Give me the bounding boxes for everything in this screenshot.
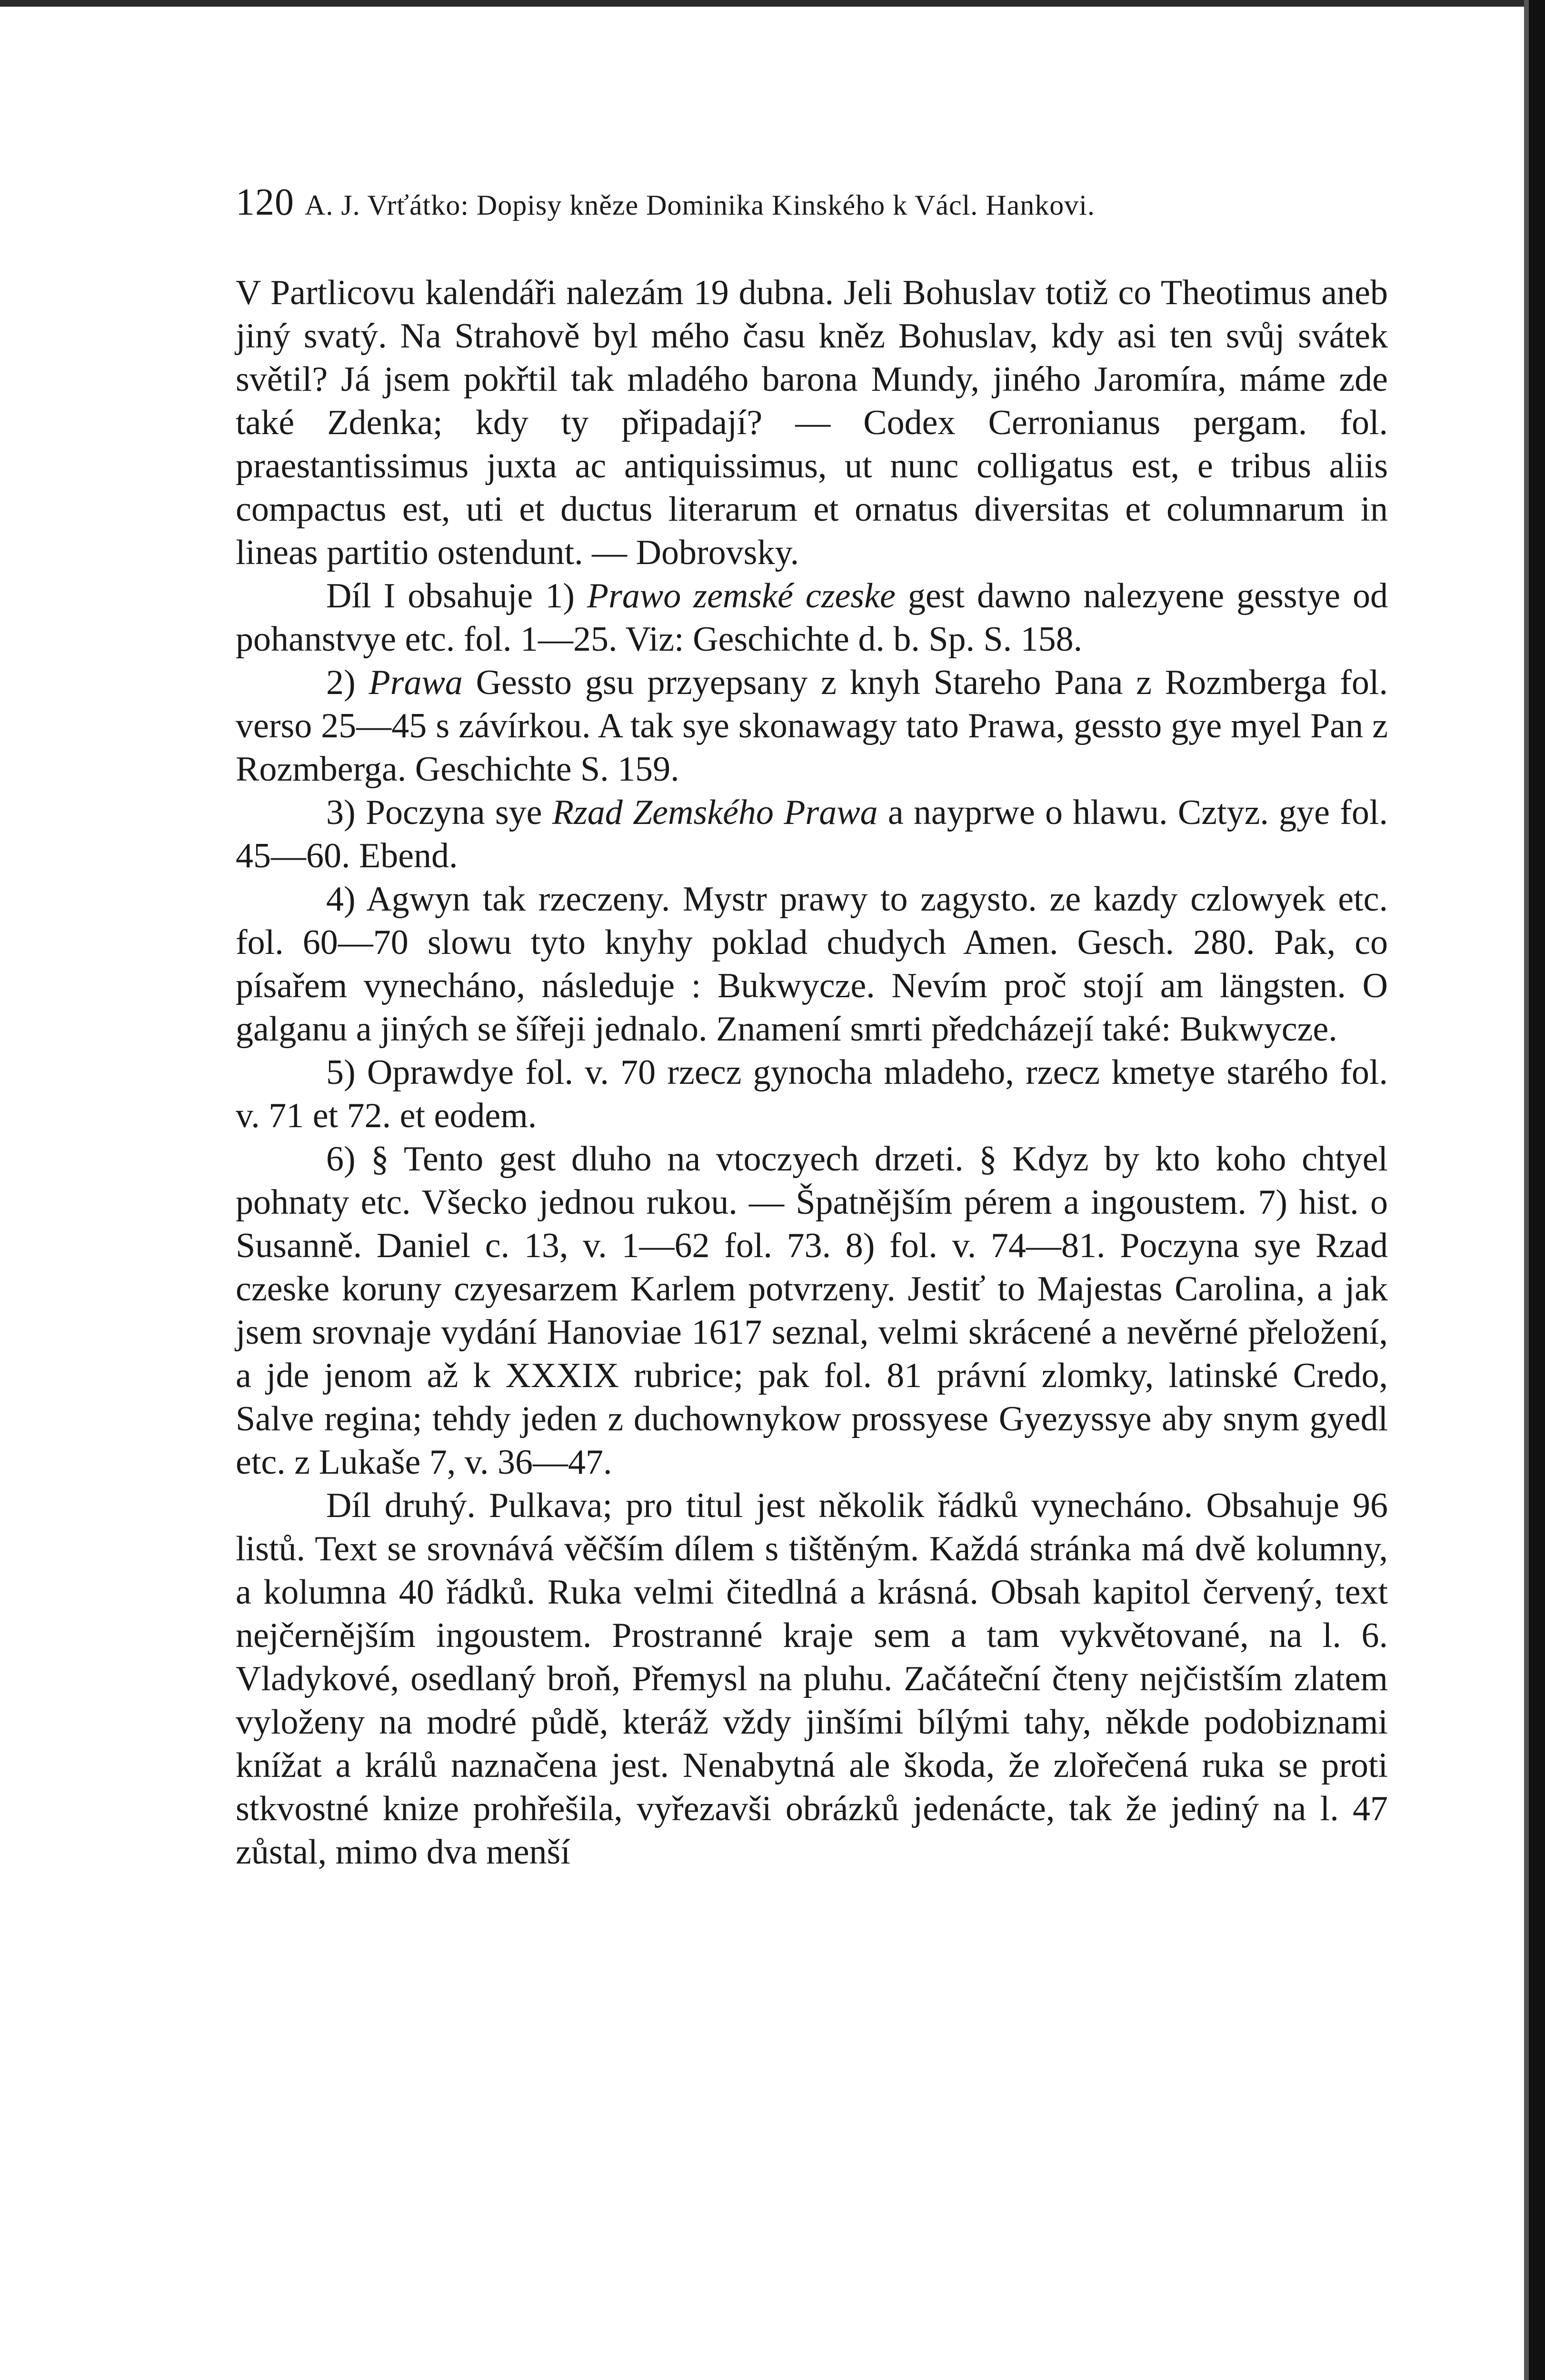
paragraph: 2) Prawa Gessto gsu przyepsany z knyh Stareho Pana z Rozmberga fol. verso 25—45 s závírkou. A tak sye skonawagy tato Prawa, gessto gye myel Pan z Rozmberga. Geschichte S. 159. <box>236 663 1388 789</box>
paragraph: 6) § Tento gest dluho na vtoczyech drzeti. § Kdyz by kto koho chtyel pohnaty etc. Všecko jednou rukou. — Špatnějším pérem a ingoustem. 7) hist. o Susanně. Daniel c. 13, v. 1—62 fol. 73. 8) fol. v. 74—81. Poczyna sye Rzad czeske koruny czyesarzem Karlem potvrzeny. Jestiť to Majestas Carolina, a jak jsem srovnaje vydání Hanoviae 1617 seznal, velmi skrácené a nevěrné přeložení, a jde jenom až k XXXIX rubrice; pak fol. 81 právní zlomky, latinské Credo, Salve regina; tehdy jeden z duchownykow prossyese Gyezyssye aby snym gyedl etc. z Lukaše 7, v. 36—47. <box>236 1140 1388 1482</box>
page-body <box>236 271 1388 1874</box>
scan-top-edge <box>0 0 1545 7</box>
running-title: A. J. Vrťátko: Dopisy kněze Dominika Kinského k Václ. Hankovi. <box>305 189 1095 221</box>
paragraph: V Partlicovu kalendáři nalezám 19 dubna. Jeli Bohuslav totiž co Theotimus aneb jiný svatý. Na Strahově byl mého času kněz Bohuslav, kdy asi ten svůj svátek světil? Já jsem pokřtil tak mladého barona Mundy, jiného Jaromíra, máme zde také Zdenka; kdy ty připadají? — Codex Cerronianus pergam. fol. praestantissimus juxta ac antiquissimus, ut nunc colligatus est, e tribus aliis compactus est, uti et ductus literarum et ornatus diversitas et columnarum in lineas partitio ostendunt. — Dobrovsky. <box>236 273 1388 572</box>
paragraph: Díl I obsahuje 1) Prawo zemské czeske gest dawno nalezyene gesstye od pohanstvye etc. fol. 1—25. Viz: Geschichte d. b. Sp. S. 158. <box>236 576 1388 659</box>
paragraph: Díl druhý. Pulkava; pro titul jest několik řádků vynecháno. Obsahuje 96 listů. Text se srovnává věčším dílem s tištěným. Každá stránka má dvě kolumny, a kolumna 40 řádků. Ruka velmi čitedlná a krásná. Obsah kapitol červený, text nejčernějším ingoustem. Prostranné kraje sem a tam vykvětované, na l. 6. Vladykové, osedlaný broň, Přemysl na pluhu. Začáteční čteny nejčistším zlatem vyloženy na modré půdě, kteráž vždy jinšími bílými tahy, někde podobiznami knížat a králů naznačena jest. Nenabytná ale škoda, že zlořečená ruka se proti stkvostné knize prohřešila, vyřezavši obrázků jedenácte, tak že jediný na l. 47 zůstal, mimo dva menší <box>236 1486 1388 1872</box>
running-header <box>236 181 1397 224</box>
page-number: 120 <box>236 181 294 223</box>
scan-edge-shadow <box>1524 0 1529 2380</box>
paragraph: 3) Poczyna sye Rzad Zemského Prawa a nayprwe o hlawu. Cztyz. gye fol. 45—60. Ebend. <box>236 793 1388 875</box>
scan-right-edge <box>1529 0 1545 2380</box>
paragraph: 5) Oprawdye fol. v. 70 rzecz gynocha mladeho, rzecz kmetye starého fol. v. 71 et 72. et eodem. <box>236 1053 1388 1135</box>
paragraph: 4) Agwyn tak rzeczeny. Mystr prawy to zagysto. ze kazdy czlowyek etc. fol. 60—70 slowu tyto knyhy poklad chudych Amen. Gesch. 280. Pak, co písařem vynecháno, následuje : Bukwycze. Nevím proč stojí am längsten. O galganu a jiných se šířeji jednalo. Znamení smrti předcházejí také: Bukwycze. <box>236 880 1388 1049</box>
